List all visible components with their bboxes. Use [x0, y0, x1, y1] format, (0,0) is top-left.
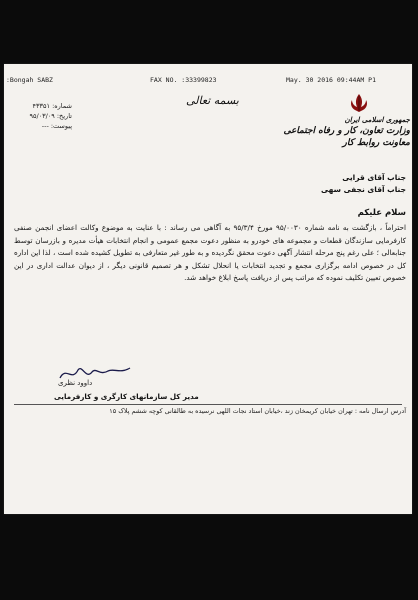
republic-name: جمهوری اسلامی ایران: [344, 115, 410, 124]
ministry-letterhead: [283, 115, 410, 148]
letter-number: شماره: ۴۳۳۵۱: [32, 102, 72, 110]
addressee-line-2: جناب آقای نجفی سهی: [321, 185, 406, 194]
signatory-name: داوود نظری: [58, 379, 93, 387]
letter-date: تاریخ: ۹۵/۰۳/۰۹: [29, 112, 72, 120]
addressee: [321, 172, 406, 196]
fax-number: FAX NO. :33399823: [150, 76, 217, 84]
signatory-title: مدیر کل سازمانهای کارگری و کارفرمایی: [54, 392, 199, 401]
fax-datetime: May. 30 2016 09:44AM P1: [286, 76, 377, 84]
fax-sender: :Bongah SABZ: [6, 76, 53, 84]
greeting: سلام علیکم: [357, 208, 406, 218]
footer-address: آدرس ارسال نامه : تهران خیابان کریمخان زند ،خیابان استاد نجات اللهی نرسیده به طالقانی کوچه ششم پلاک ۱۵: [109, 407, 406, 415]
iran-emblem-icon: [346, 92, 372, 114]
ministry-name: وزارت تعاون، کار و رفاه اجتماعی: [283, 126, 410, 136]
letter-attachment: پیوست: ---: [41, 122, 72, 130]
letter-body: احتراماً ، بازگشت به نامه شماره ۹۵/۰۰۳۰ مورخ ۹۵/۳/۴ به آگاهی می رساند : با عنایت به موضوع وکالت اعضای انجمن صنفی کارفرمایی سازندگان قطعات و مجموعه های خودرو به منظور دعوت مجمع عمومی و انجام انتخابات هیأت مدیره و بازرسان توسط جنابعالی ؛ علی رغم پنج مرحله انتشار آگهی دعوت محقق نگردیده و به طور غیر متعارفی به تطویل کشیده شده است ، لذا این اداره کل در خصوص ادامه برگزاری مجمع و تجدید انتخابات یا انحلال تشکل و هر تصمیم قانونی دیگر ، از دیوان عدالت اداری در این خصوص تعیین تکلیف نموده که مراتب پس از دریافت پاسخ ابلاغ خواهد شد.: [14, 223, 406, 282]
footer-divider: [14, 404, 402, 405]
addressee-line-1: جناب آقای قرایی: [342, 173, 406, 182]
bismillah: بسمه تعالی: [186, 94, 239, 107]
deputy-name: معاونت روابط کار: [342, 138, 410, 148]
letter-meta: [12, 101, 72, 131]
